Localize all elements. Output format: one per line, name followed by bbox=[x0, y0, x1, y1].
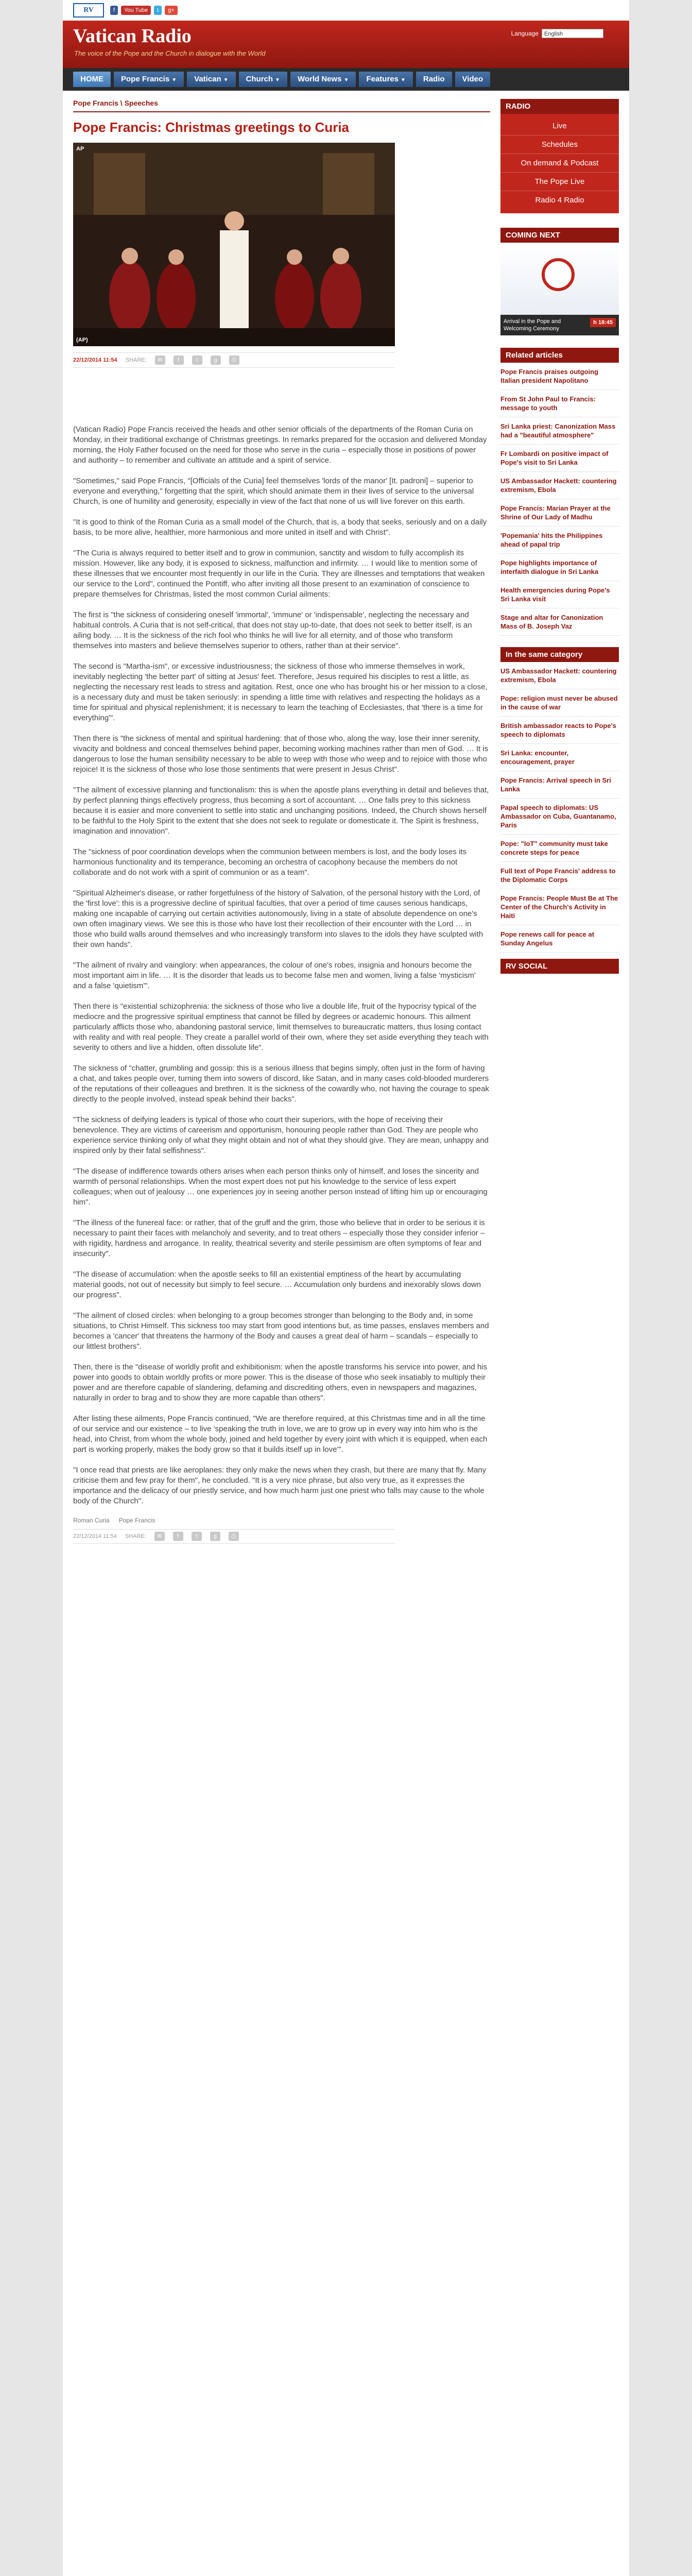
print-icon[interactable]: ⎙ bbox=[229, 355, 239, 365]
facebook-share-icon[interactable]: f bbox=[173, 1532, 183, 1541]
facebook-icon[interactable]: f bbox=[110, 6, 118, 15]
radio-menu bbox=[500, 114, 619, 213]
related-article-link[interactable]: Pope highlights importance of interfaith dialogue in Sri Lanka bbox=[500, 554, 619, 581]
youtube-icon[interactable]: You Tube bbox=[121, 6, 151, 15]
facebook-share-icon[interactable]: f bbox=[174, 355, 184, 365]
same-category-list bbox=[500, 662, 619, 953]
twitter-share-icon[interactable]: t bbox=[192, 355, 202, 365]
chevron-down-icon: ▼ bbox=[275, 77, 280, 83]
site-title[interactable]: Vatican Radio bbox=[73, 25, 192, 47]
coming-next-header: COMING NEXT bbox=[500, 228, 619, 243]
related-article-link[interactable]: Pope Francis praises outgoing Italian president Napolitano bbox=[500, 363, 619, 390]
sidebar bbox=[500, 99, 619, 974]
same-category-link[interactable]: Pope: religion must never be abused in the cause of war bbox=[500, 689, 619, 717]
article-paragraph: The "sickness of poor coordination develops when the communion between members is lost, and the body loses its harmonious functionality and its temperance, becoming an orchestra of cacophony because the members do not collaborate and do not work with a spirit of communion or as a team". bbox=[73, 848, 467, 877]
article-paragraph: "The disease of indifference towards others arises when each person thinks only of himself, and loses the sincerity and warmth of personal relationships. When the most expert does not put his knowledge to the service of less expert colleagues; when out of jealousy … one experiences joy in seeing another person instead of lifting him up or encouraging him". bbox=[73, 1167, 488, 1207]
google-plus-icon[interactable]: g+ bbox=[165, 6, 178, 15]
language-label: Language bbox=[511, 30, 539, 37]
radio-item-schedules[interactable]: Schedules bbox=[500, 135, 619, 154]
rv-social-header: RV SOCIAL bbox=[500, 959, 619, 974]
article-paragraph: "The ailment of closed circles: when belonging to a group becomes stronger than belonging to the Body and, in some situations, to Christ Himself. This sickness too may start from good intentions but, as time passes, enslaves members and becomes a 'cancer' that threatens the harmony of the Body and causes a great deal of harm – scandals – especially to our littlest brothers". bbox=[73, 1311, 489, 1351]
site-tagline: The voice of the Pope and the Church in dialogue with the World bbox=[74, 49, 266, 57]
nav-home[interactable]: HOME bbox=[73, 72, 111, 87]
same-category-link[interactable]: Sri Lanka: encounter, encouragement, prayer bbox=[500, 744, 619, 771]
rv-social bbox=[500, 959, 619, 974]
related-header: Related articles bbox=[500, 348, 619, 363]
article-title: Pope Francis: Christmas greetings to Curia bbox=[73, 120, 350, 135]
chevron-down-icon: ▼ bbox=[223, 77, 229, 83]
chevron-down-icon: ▼ bbox=[171, 77, 177, 83]
language-select[interactable]: English bbox=[542, 29, 603, 38]
article-paragraph: "I once read that priests are like aeroplanes: they only make the news when they crash, but there are many that fly. Many criticise them and few pray for them", he concluded. "It is a very nice phrase, but also very true, as it expresses the importance and the delicacy of our priestly service, and how much harm just one priest who falls may cause to the whole body of the Church". bbox=[73, 1466, 487, 1505]
article-body bbox=[73, 425, 490, 1506]
nav-radio[interactable]: Radio bbox=[416, 72, 452, 87]
article-date-bottom: 22/12/2014 11:54 bbox=[73, 1533, 117, 1539]
article-paragraph: "The illness of the funereal face: or rather, that of the gruff and the grim, those who believe that in order to be serious it is necessary to paint their faces with melancholy and severity, and to treat others – especially those they consider inferior – with rigidity, hardness and arrogance. In reality, theatrical severity and sterile pessimism are often symptoms of fear and insecurity". bbox=[73, 1218, 485, 1258]
tag-link[interactable]: Pope Francis bbox=[118, 1517, 155, 1524]
article-paragraph: "The Curia is always required to better itself and to grow in communion, sanctity and wisdom to fully accomplish its mission. However, like any body, it is exposed to sickness, malfunction and infirmity. … I would like to mention some of these illnesses that we encounter most frequently in our life in the Curia. They are illnesses and temptations that weaken our service to the Lord", continued the Pontiff, who after inviting all those present to an examination of conscience to prepare themselves for Christmas, listed the most common Curial ailments: bbox=[73, 549, 485, 599]
same-category-link[interactable]: US Ambassador Hackett: countering extremism, Ebola bbox=[500, 662, 619, 689]
chevron-down-icon: ▼ bbox=[400, 77, 406, 83]
nav-world-news[interactable]: World News ▼ bbox=[290, 72, 356, 87]
main-nav bbox=[63, 68, 629, 91]
same-category-link[interactable]: Pope: "IoT" community must take concrete steps for peace bbox=[500, 835, 619, 862]
coming-next-image[interactable] bbox=[500, 243, 619, 315]
share-label: SHARE: bbox=[125, 357, 147, 363]
article-paragraph: After listing these ailments, Pope Francis continued, "We are therefore required, at this Christmas time and in all the time of our service and our existence – to live 'speaking the truth in love, we are to grow up in every way into him who is the head, into Christ, from whom the whole body, joined and held together by every joint with which it is equipped, when each part is working properly, makes the body grow so that it builds itself up in love'". bbox=[73, 1414, 488, 1454]
photo-illustration bbox=[73, 143, 395, 346]
related-article-link[interactable]: Pope Francis: Marian Prayer at the Shrine of Our Lady of Madhu bbox=[500, 499, 619, 527]
radio-item-radio4radio[interactable]: Radio 4 Radio bbox=[535, 196, 584, 205]
coming-next-time: h 18:45 bbox=[590, 318, 616, 327]
breadcrumb[interactable]: Pope Francis \ Speeches bbox=[73, 99, 490, 112]
nav-vatican[interactable]: Vatican ▼ bbox=[187, 72, 235, 87]
twitter-share-icon[interactable]: t bbox=[192, 1532, 202, 1541]
share-bar-bottom bbox=[73, 1529, 395, 1544]
article-paragraph: "The ailment of excessive planning and functionalism: this is when the apostle plans everything in detail and believes that, by perfect planning things effectively progress, thus becoming a sort of accountant. … One falls prey to this sickness because it is easier and more convenient to settle into static and unchanging positions. Indeed, the Church shows herself to be faithful to the Holy Spirit to the extent that she does not seek to regulate or domesticate it. The Spirit is freshness, imagination and innovation". bbox=[73, 786, 489, 836]
photo-credit-top: AP bbox=[76, 146, 84, 152]
site-logo-small[interactable]: RV bbox=[73, 3, 104, 18]
related-article-link[interactable]: Fr Lombardi on positive impact of Pope's visit to Sri Lanka bbox=[500, 445, 619, 472]
related-article-link[interactable]: Health emergencies during Pope's Sri Lanka visit bbox=[500, 581, 619, 608]
print-icon[interactable]: ⎙ bbox=[229, 1532, 239, 1541]
radio-item-on-demand[interactable]: On demand & Podcast bbox=[500, 154, 619, 173]
top-bar bbox=[63, 0, 629, 21]
same-category-link[interactable]: Pope renews call for peace at Sunday Angelus bbox=[500, 925, 619, 953]
related-list bbox=[500, 363, 619, 636]
same-category-link[interactable]: Papal speech to diplomats: US Ambassador on Cuba, Guantanamo, Paris bbox=[500, 799, 619, 835]
article-paragraph: The first is "the sickness of considering oneself 'immortal', 'immune' or 'indispensable', neglecting the necessary and habitual controls. A Curia that is not self-critical, that does not stay up-to-date, that does not seek to better itself, is an ailing body. … It is the sickness of the rich fool who thinks he will live for all eternity, and of those who transform themselves into masters and believe themselves superior to others, rather than at their service". bbox=[73, 611, 472, 650]
tag-link[interactable]: Roman Curia bbox=[73, 1517, 110, 1524]
same-category-link[interactable]: Pope Francis: People Must Be at The Center of the Church's Activity in Haiti bbox=[500, 889, 619, 925]
article-paragraph: The sickness of "chatter, grumbling and gossip: this is a serious illness that begins simply, often just in the form of having a chat, and takes people over, turning them into sowers of discord, like Satan, and in many cases cold-blooded murderers of the reputations of their colleagues and brethren. It is the sickness of the cowardly who, not having the courage to speak directly to the people involved, instead speak behind their backs". bbox=[73, 1064, 489, 1104]
email-icon[interactable]: ✉ bbox=[154, 1532, 165, 1541]
article-paragraph: "It is good to think of the Roman Curia as a small model of the Church, that is, a body that seeks, seriously and on a daily basis, to be more alive, healthier, more harmonious and more united in itself and with Christ". bbox=[73, 518, 487, 537]
article-paragraph: The second is "Martha-ism", or excessive industriousness; the sickness of those who immerse themselves in work, inevitably neglecting 'the better part' of sitting at Jesus' feet. Therefore, Jesus required his disciples to rest a little, as neglecting the necessary rest leads to stress and agitation. Rest, once one who has brought his or her mission to a close, is a necessary duty and must be taken seriously: in spending a little time with relatives and respecting the holidays as a time for spiritual and physical replenishment; it is necessary to learn the teaching of Ecclesiastes, that 'there is a time for everything'". bbox=[73, 662, 488, 722]
main-content bbox=[73, 99, 490, 1544]
related-articles bbox=[500, 348, 619, 636]
article-paragraph: Then, there is the "disease of worldly profit and exhibitionism: when the apostle transforms his service into power, and his power into goods to obtain worldly profits or more power. This is the disease of those who seek insatiably to multiply their power and are therefore capable of slandering, defaming and discrediting others, even in newspapers and magazines, naturally in order to brag and to show they are more capable than others". bbox=[73, 1363, 488, 1402]
event-logo-icon bbox=[542, 258, 575, 291]
related-article-link[interactable]: 'Popemania' hits the Philippines ahead of papal trip bbox=[500, 527, 619, 554]
article-tags bbox=[73, 1517, 490, 1524]
related-article-link[interactable]: Sri Lanka priest: Canonization Mass had a "beautiful atmosphere" bbox=[500, 417, 619, 445]
article-date: 22/12/2014 11:54 bbox=[73, 357, 117, 363]
article-paragraph: "The ailment of rivalry and vainglory: when appearances, the colour of one's robes, insignia and honours become the most important aim in life. … It is the disorder that leads us to become false men and women, living a false 'mysticism' and a false 'quietism'". bbox=[73, 961, 476, 990]
article-paragraph: Then there is "existential schizophrenia: the sickness of those who live a double life, fruit of the hypocrisy typical of the mediocre and the progressive spiritual emptiness that cannot be filled by degrees or academic honours. This ailment particularly afflicts those who, abandoning pastoral service, limit themselves to bureaucratic matters, thus losing contact with reality and with real people. They create a parallel world of their own, where they set aside everything they teach with severity to others and live a hidden, often dissolute life". bbox=[73, 1002, 489, 1052]
twitter-icon[interactable]: t bbox=[154, 6, 162, 15]
related-article-link[interactable]: Stage and altar for Canonization Mass of B. Joseph Vaz bbox=[500, 608, 619, 636]
article-paragraph: Then there is "the sickness of mental and spiritual hardening: that of those who, along the way, lose their inner serenity, vivacity and boldness and conceal themselves behind paper, becoming working machines rather than men of God. … It is dangerous to lose the human sensibility necessary to be able to weep with those who weep and to rejoice with those who rejoice! It is the sickness of those who lose those sentiments that were present in Jesus Christ". bbox=[73, 734, 489, 774]
radio-header: RADIO bbox=[500, 99, 619, 114]
article-photo bbox=[73, 143, 395, 346]
related-article-link[interactable]: US Ambassador Hackett: countering extremism, Ebola bbox=[500, 472, 619, 499]
nav-church[interactable]: Church ▼ bbox=[239, 72, 287, 87]
article-paragraph: "The sickness of deifying leaders is typical of those who court their superiors, with the hope of receiving their benevolence. They are victims of careerism and opportunism, honouring people rather than God. They are people who experience service thinking only of what they might obtain and not of what they should give. They are mean, unhappy and inspired only by their fatal selfishness". bbox=[73, 1115, 489, 1155]
article-paragraph: "Sometimes," said Pope Francis, "[Officials of the Curia] feel themselves 'lords of the manor' [It. padroni] – superior to everyone and everything," forgetting that the spirit, which should animate them in their lives of service to the universal Church, is one of humility and generosity, especially in view of the fact that none of us will live forever on this earth. bbox=[73, 477, 474, 506]
article-paragraph: "The disease of accumulation: when the apostle seeks to fill an existential emptiness of the heart by accumulating material goods, not out of necessity but simply to feel secure. … Accumulation only burdens and inexorably slows down our progress". bbox=[73, 1270, 481, 1299]
same-category bbox=[500, 647, 619, 953]
same-category-link[interactable]: Pope Francis: Arrival speech in Sri Lanka bbox=[500, 771, 619, 799]
coming-next bbox=[500, 228, 619, 335]
radio-item-live[interactable]: Live bbox=[500, 117, 619, 135]
same-category-link[interactable]: Full text of Pope Francis' address to the Diplomatic Corps bbox=[500, 862, 619, 889]
related-article-link[interactable]: From St John Paul to Francis: message to youth bbox=[500, 390, 619, 417]
nav-video[interactable]: Video bbox=[455, 72, 491, 87]
radio-item-pope-live[interactable]: The Pope Live bbox=[500, 173, 619, 191]
nav-features[interactable]: Features ▼ bbox=[359, 72, 412, 87]
chevron-down-icon: ▼ bbox=[343, 77, 349, 83]
nav-pope-francis[interactable]: Pope Francis ▼ bbox=[114, 72, 184, 87]
article-paragraph: "Spiritual Alzheimer's disease, or rather forgetfulness of the history of Salvation, of the personal history with the Lord, of the 'first love': this is a progressive decline of spiritual faculties, that over a period of time causes serious handicaps, making one incapable of carrying out certain activities autonomously, living in a state of absolute dependence on one's own often imaginary views. We see this is those who have lost their recollection of their encounter with the Lord … in those who build walls around themselves and who increasingly transform into slaves to the idols they have sculpted with their own hands". bbox=[73, 889, 483, 949]
google-plus-share-icon[interactable]: g bbox=[210, 1532, 220, 1541]
email-icon[interactable]: ✉ bbox=[155, 355, 165, 365]
language-selector bbox=[511, 29, 603, 38]
same-category-header: In the same category bbox=[500, 647, 619, 662]
share-bar bbox=[73, 352, 395, 368]
article-paragraph: (Vatican Radio) Pope Francis received the heads and other senior officials of the departments of the Roman Curia on Monday, in their traditional exchange of Christmas greetings. In remarks prepared for the occasion and delivered Monday morning, the Holy Father focused on the need for those who serve in the curia – especially those in positions of power and authority – to remember and cultivate an attitude and a spirit of service. bbox=[73, 425, 487, 465]
same-category-link[interactable]: British ambassador reacts to Pope's speech to diplomats bbox=[500, 717, 619, 744]
google-plus-share-icon[interactable]: g bbox=[211, 355, 221, 365]
photo-credit-bottom: (AP) bbox=[76, 337, 88, 343]
page bbox=[63, 0, 629, 2576]
coming-next-caption: h 18:45 Arrival in the Pope and Welcoming Ceremony bbox=[500, 315, 619, 335]
social-links bbox=[110, 6, 178, 15]
site-header bbox=[63, 21, 629, 68]
share-label: SHARE: bbox=[125, 1533, 146, 1539]
